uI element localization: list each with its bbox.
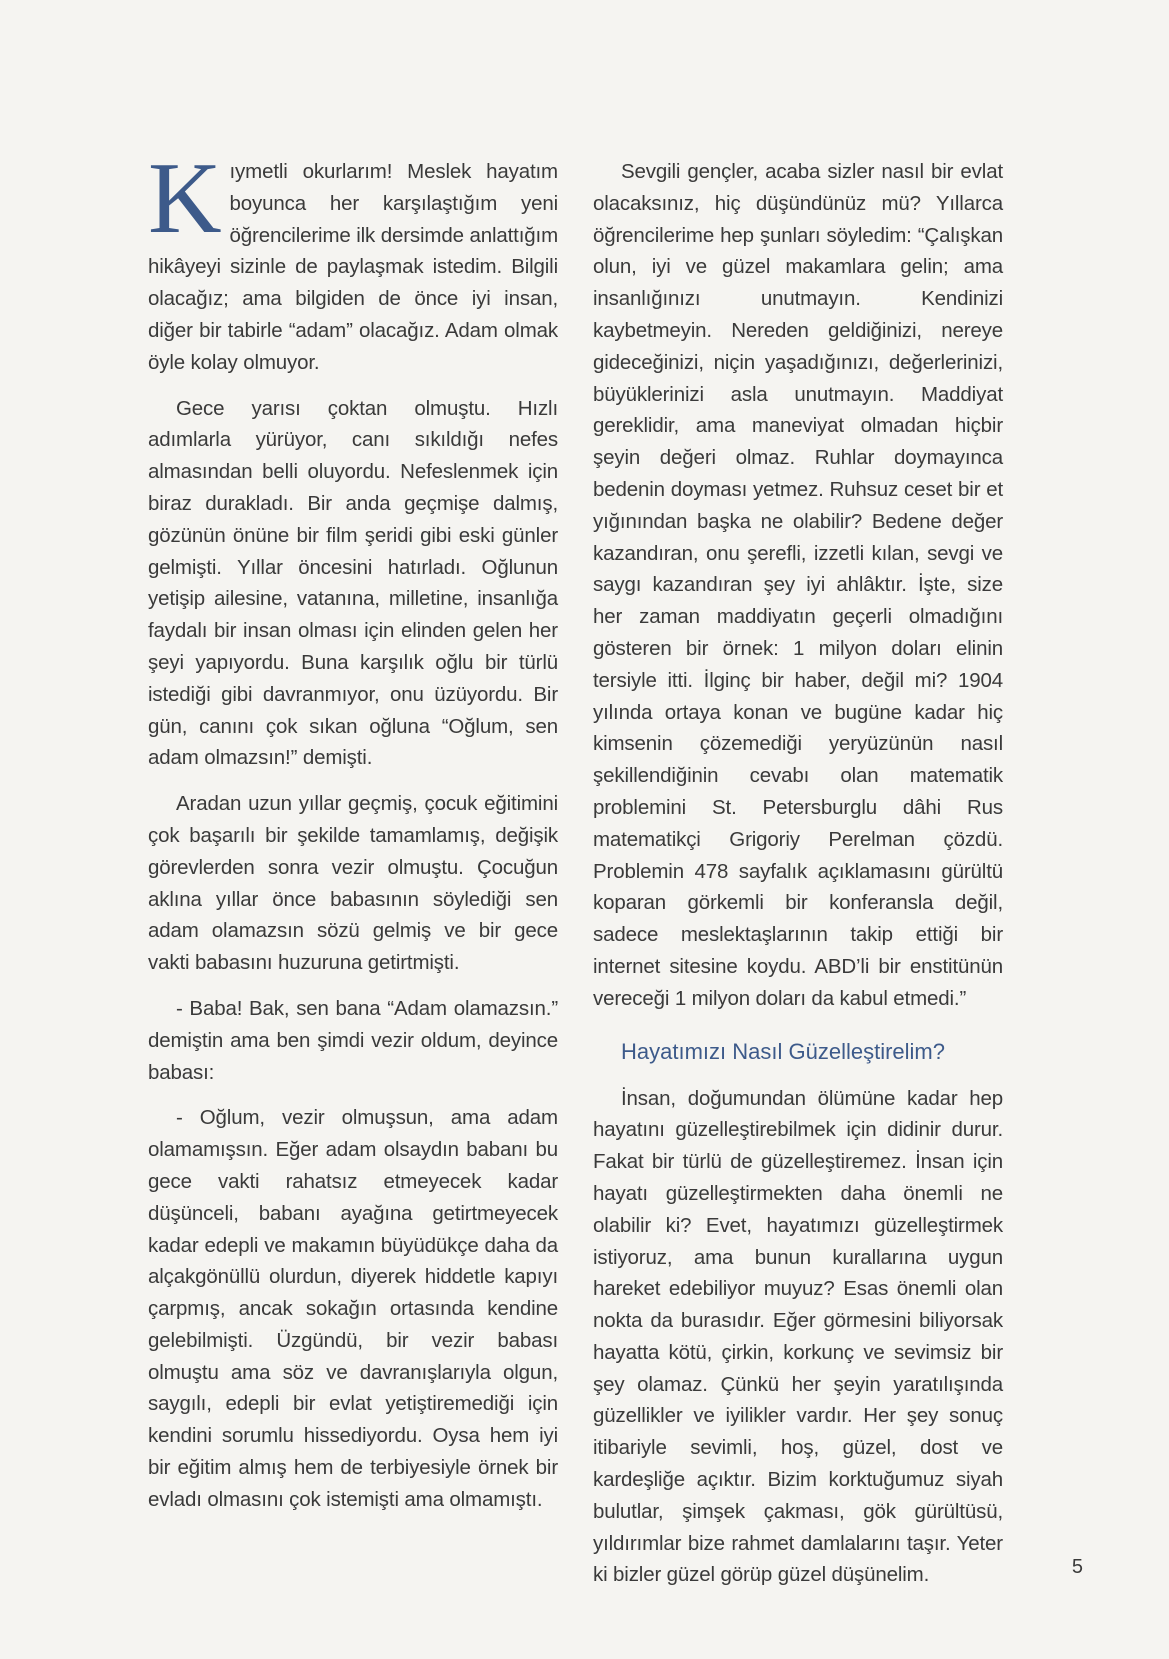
paragraph-intro: [148, 142, 558, 379]
paragraph-advice: Sevgili gençler, acaba sizler nasıl bir evlat olacaksınız, hiç düşündünüz mü? Yıllarca öğrencilerime hep şunları söyledim: “Çalışkan olun, iyi ve güzel makamlara gelin; ama insanlığınızı unutmayın. Kendinizi kaybetmeyin. Nereden geldiğinizi, nereye gideceğinizi, niçin yaşadığınızı, değerlerinizi, büyüklerinizi asla unutmayın. Maddiyat gereklidir, ama maneviyat olmadan hiçbir şeyin değeri olmaz. Ruhlar doymayınca bedenin doyması yetmez. Ruhsuz ceset bir et yığınından başka ne olabilir? Bedene değer kazandıran, onu şerefli, izzetli kılan, sevgi ve saygı kazandıran şey iyi ahlâktır. İşte, size her zaman maddiyatın geçerli olmadığını gösteren bir örnek: 1 milyon doları elinin tersiyle itti. İlginç bir haber, değil mi? 1904 yılında ortaya konan ve bugüne kadar hiç kimsenin çözemediği yeryüzünün nasıl şekillendiğinin cevabı olan matematik problemini St. Petersburglu dâhi Rus matematikçi Grigoriy Perelman çözdü. Problemin 478 sayfalık açıklamasını gürültü koparan görkemli bir konferansla değil, sadece meslektaşlarının takip ettiği bir internet sitesine koydu. ABD’li bir enstitünün vereceği 1 milyon doları da kabul etmedi.”: [593, 160, 1003, 1010]
left-column: [148, 142, 558, 1530]
section-heading: Hayatımızı Nasıl Güzelleştirelim?: [621, 1038, 945, 1064]
page-number: 5: [1071, 1556, 1083, 1578]
paragraph-dialogue-2: - Oğlum, vezir olmuşsun, ama adam olamamışsın. Eğer adam olsaydın babanı bu gece vakti rahatsız etmeyecek kadar düşünceli, babanı ayağına getirtmeyecek kadar edepli ve makamın büyüdükçe daha da alçakgönüllü olurdun, diyerek hiddetle kapıyı çarpmış, ancak sokağın ortasında kendine gelebilmişti. Üzgündü, bir vezir babası olmuştu ama söz ve davranışlarıyla olgun, saygılı, edepli bir evlat yetiştiremediği için kendini sorumlu hissediyordu. Oysa hem iyi bir eğitim almış hem de terbiyesiyle örnek bir evladı olmasını çok istemişti ama olmamıştı.: [148, 1106, 558, 1511]
paragraph-story-2: Aradan uzun yıllar geçmiş, çocuk eğitimini çok başarılı bir şekilde tamamlamış, değişik görevlerden sonra vezir olmuştu. Çocuğun aklına yıllar önce babasının söylediği sen adam olamazsın sözü gelmiş ve bir gece vakti babasını huzuruna getirtmişti.: [148, 792, 558, 975]
paragraph-life: İnsan, doğumundan ölümüne kadar hep hayatını güzelleştirebilmek için didinir durur. Fakat bir türlü de güzelleştiremez. İnsan için hayatı güzelleştirmekten daha önemli ne olabilir ki? Evet, hayatımızı güzelleştirmek istiyoruz, ama bunun kurallarına uygun hareket edebiliyor muyuz? Esas önemli olan nokta da burasıdır. Eğer görmesini biliyorsak hayatta kötü, çirkin, korkunç ve sevimsiz bir şey olamaz. Çünkü her şeyin yaratılışında güzellikler ve iyilikler vardır. Her şey sonuç itibariyle sevimli, hoş, güzel, dost ve kardeşliğe açıktır. Bizim korktuğumuz siyah bulutlar, şimşek çakması, gök gürültüsü, yıldırımlar bize rahmet damlalarını taşır. Yeter ki bizler güzel görüp güzel düşünelim.: [593, 1086, 1003, 1587]
paragraph-story-1: Gece yarısı çoktan olmuştu. Hızlı adımlarla yürüyor, canı sıkıldığı nefes almasından belli oluyordu. Nefeslenmek için biraz durakladı. Bir anda geçmişe dalmış, gözünün önüne bir film şeridi gibi eski günler gelmişti. Yıllar öncesini hatırladı. Oğlunun yetişip ailesine, vatanına, milletine, insanlığa faydalı bir insan olması için elinden gelen her şeyi yapıyordu. Buna karşılık oğlu bir türlü istediği gibi davranmıyor, onu üzüyordu. Bir gün, canını çok sıkan oğluna “Oğlum, sen adam olmazsın!” demişti.: [148, 396, 558, 770]
right-column: [593, 156, 1003, 1605]
drop-cap: K: [148, 142, 222, 255]
paragraph-dialogue-1: - Baba! Bak, sen bana “Adam olamazsın.” demiştin ama ben şimdi vezir oldum, deyince babası:: [148, 996, 558, 1084]
paragraph-intro-text: ıymetli okurlarım! Meslek hayatım boyunca her karşılaştığım yeni öğrencilerime ilk dersimde anlattığım hikâyeyi sizinle de paylaşmak istedim. Bilgili olacağız; ama bilgiden de önce iyi insan, diğer bir tabirle “adam” olacağız. Adam olmak öyle kolay olmuyor.: [148, 160, 558, 374]
